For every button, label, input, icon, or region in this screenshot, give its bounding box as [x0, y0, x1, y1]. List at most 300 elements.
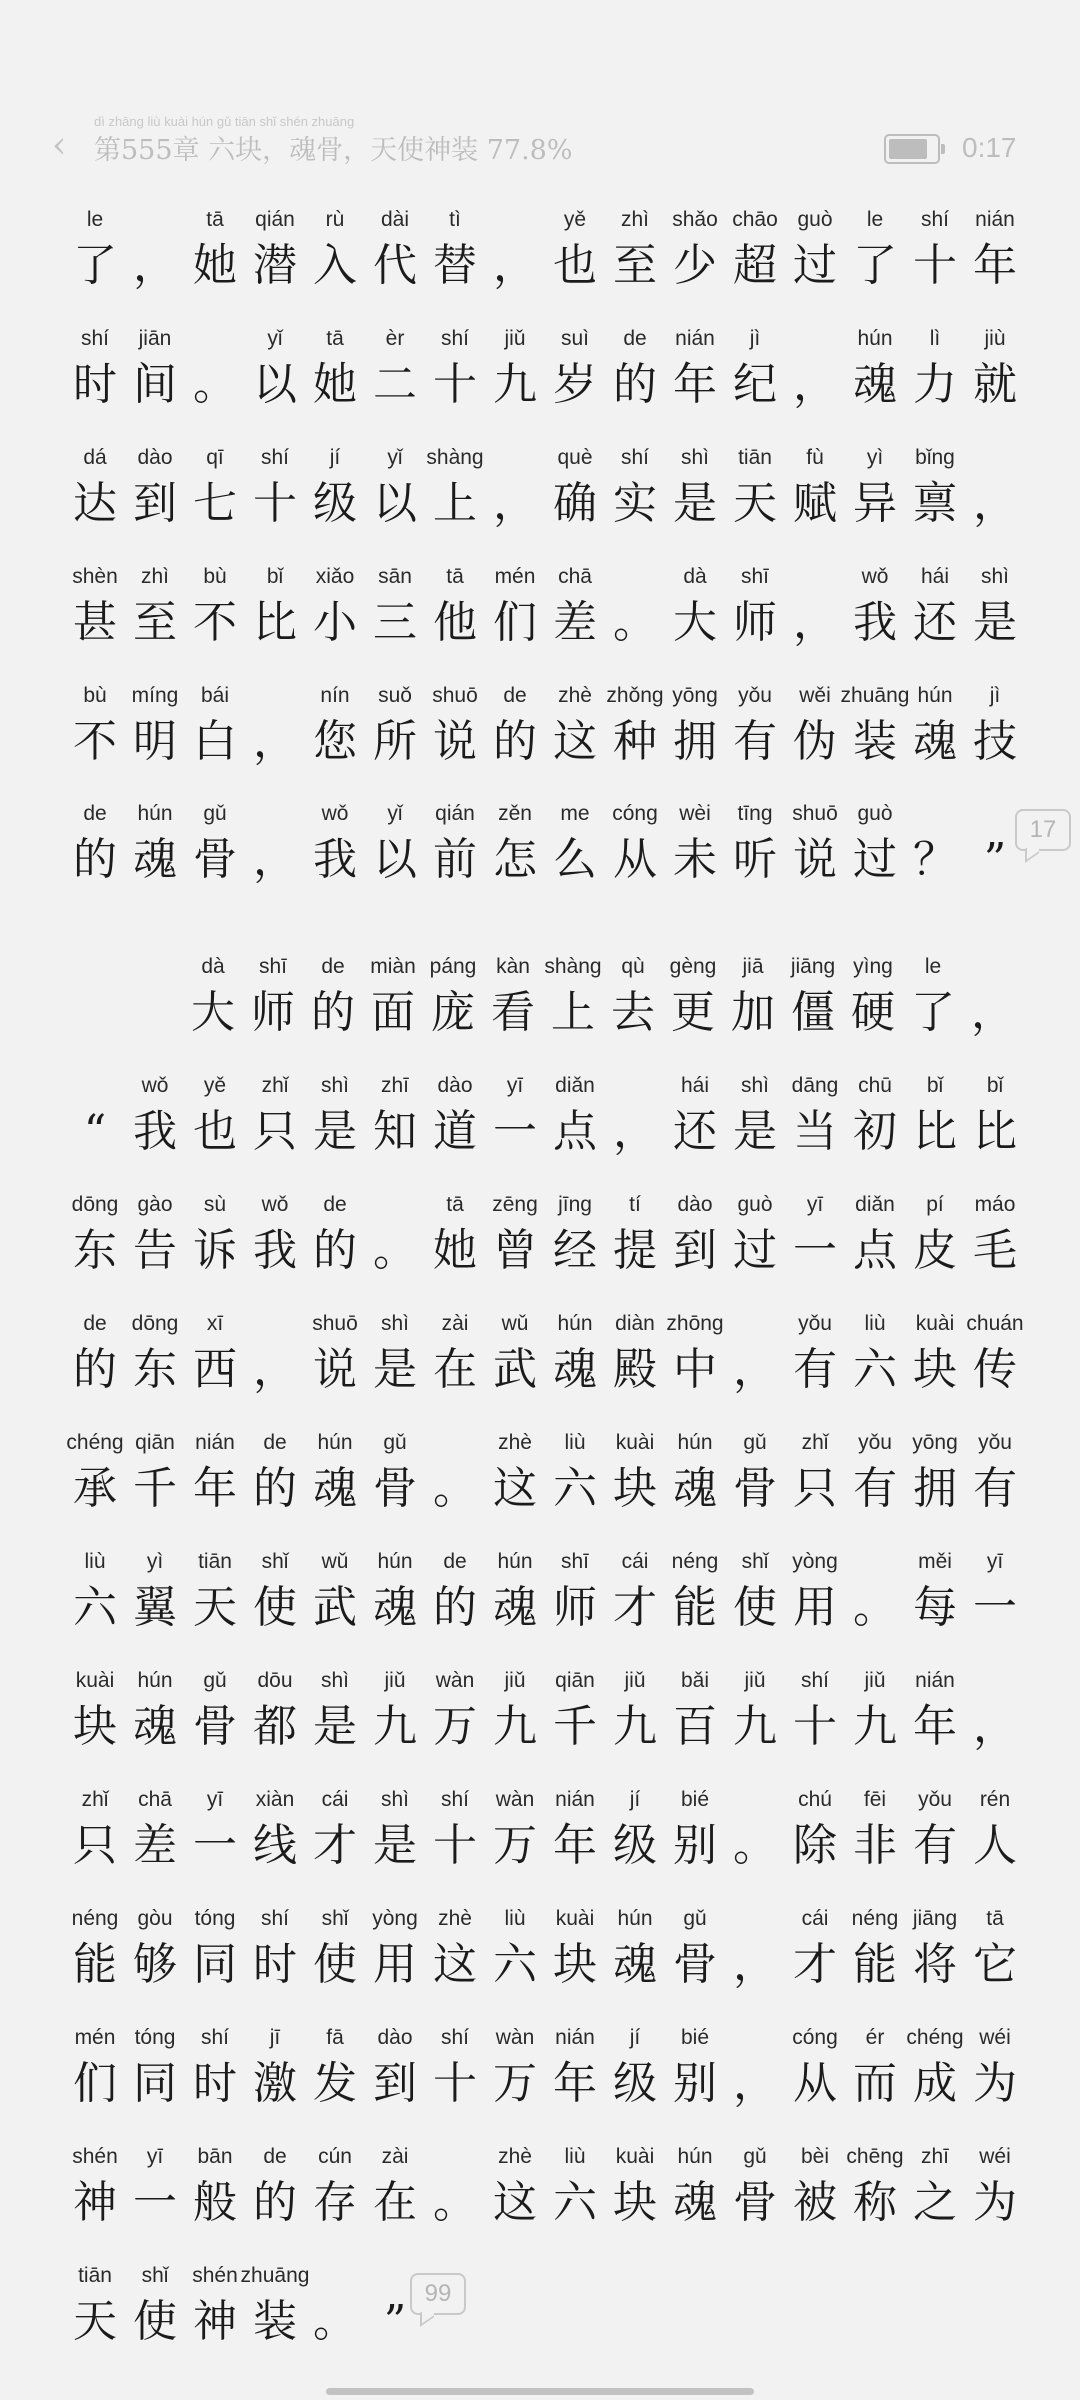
pinyin: jīng	[558, 1193, 592, 1216]
pinyin: hái	[680, 1074, 710, 1097]
hanzi: 九	[493, 1701, 537, 1752]
hanzi: 魂	[613, 1939, 657, 1990]
pinyin: rù	[325, 208, 345, 231]
hanzi: 都	[253, 1701, 297, 1752]
hanzi: 说	[793, 834, 837, 885]
hanzi: 用	[793, 1582, 837, 1633]
hanzi: 天	[733, 478, 777, 529]
hanzi: 诉	[193, 1225, 237, 1276]
hanzi: 有	[913, 1820, 957, 1871]
pinyin: de	[443, 1550, 467, 1573]
hanzi: 年	[913, 1701, 957, 1752]
pinyin: qiān	[555, 1669, 595, 1692]
pinyin: yì	[866, 446, 884, 469]
ruby-character	[306, 1193, 364, 1303]
hanzi: 这	[433, 1939, 477, 1990]
hanzi: 了	[853, 240, 897, 291]
pinyin: yī	[806, 1193, 824, 1216]
hanzi: 魂	[673, 2177, 717, 2228]
ruby-character	[786, 1550, 844, 1660]
hanzi: 只	[253, 1106, 297, 1157]
pinyin: wǔ	[501, 1312, 529, 1335]
hanzi: 成	[913, 2058, 957, 2109]
hanzi: 六	[73, 1582, 117, 1633]
pinyin: bié	[680, 2026, 710, 2049]
hanzi: 说	[433, 716, 477, 767]
hanzi: 十	[793, 1701, 837, 1752]
hanzi: 至	[133, 597, 177, 648]
pinyin: wǒ	[321, 802, 349, 825]
hanzi: 以	[253, 359, 297, 410]
pinyin: shuō	[432, 684, 478, 707]
pinyin: xiǎo	[315, 565, 355, 588]
hanzi: 魂	[373, 1582, 417, 1633]
pinyin: de	[623, 327, 647, 350]
text-line	[66, 327, 1016, 437]
pinyin: shī	[258, 955, 287, 978]
hanzi: 时	[73, 359, 117, 410]
hanzi: 而	[853, 2058, 897, 2109]
hanzi: 。	[193, 359, 237, 410]
pinyin: liù	[564, 1431, 586, 1454]
pinyin: cún	[318, 2145, 352, 2168]
text-line	[66, 1907, 1016, 2017]
hanzi: 块	[73, 1701, 117, 1752]
pinyin: cóng	[792, 2026, 838, 2049]
hanzi: 师	[733, 597, 777, 648]
punctuation	[966, 1669, 1024, 1779]
hanzi: ，	[493, 240, 537, 291]
hanzi: 潜	[253, 240, 297, 291]
pinyin: shén	[72, 2145, 118, 2168]
ruby-character	[366, 2145, 424, 2255]
pinyin: jiān	[138, 327, 172, 350]
pinyin: shì	[680, 446, 709, 469]
pinyin: dà	[201, 955, 225, 978]
hanzi: 有	[733, 716, 777, 767]
hanzi: 每	[913, 1582, 957, 1633]
hanzi: 。	[433, 2177, 477, 2228]
hanzi: 东	[133, 1344, 177, 1395]
pinyin: kuài	[615, 2145, 655, 2168]
pinyin: yìng	[853, 955, 893, 978]
hanzi: 伪	[793, 716, 837, 767]
pinyin: fā	[326, 2026, 344, 2049]
pinyin: mén	[74, 2026, 116, 2049]
hanzi: 到	[373, 2058, 417, 2109]
hanzi: 魂	[553, 1344, 597, 1395]
hanzi: 块	[913, 1344, 957, 1395]
pinyin: hún	[377, 1550, 413, 1573]
pinyin: gèng	[669, 955, 717, 978]
pinyin: jī	[269, 2026, 281, 2049]
hanzi: 比	[973, 1106, 1017, 1157]
hanzi: 看	[491, 987, 535, 1038]
hanzi: 至	[613, 240, 657, 291]
hanzi: 十	[253, 478, 297, 529]
hanzi: 曾	[493, 1225, 537, 1276]
hanzi: 。	[373, 1225, 417, 1276]
back-chevron-icon[interactable]: ‹	[52, 125, 67, 166]
hanzi: 拥	[673, 716, 717, 767]
pinyin: yòng	[792, 1550, 838, 1573]
hanzi: 在	[373, 2177, 417, 2228]
hanzi: 魂	[313, 1463, 357, 1514]
hanzi: 六	[553, 1463, 597, 1514]
pinyin: jiǔ	[384, 1669, 406, 1692]
hanzi: 所	[373, 716, 417, 767]
hanzi: 也	[553, 240, 597, 291]
pinyin: cái	[621, 1550, 649, 1573]
pinyin: nián	[975, 208, 1015, 231]
pinyin: yǒu	[858, 1431, 892, 1454]
pinyin: gǔ	[203, 1669, 227, 1692]
ruby-character	[966, 565, 1024, 675]
hanzi: 能	[673, 1582, 717, 1633]
pinyin: liù	[564, 2145, 586, 2168]
pinyin: qù	[621, 955, 645, 978]
hanzi: 去	[611, 987, 655, 1038]
ruby-character	[966, 1193, 1024, 1303]
pinyin: zēng	[492, 1193, 538, 1216]
hanzi: 师	[553, 1582, 597, 1633]
pinyin: chéng	[906, 2026, 964, 2049]
pinyin: dào	[677, 1193, 713, 1216]
hanzi: 达	[73, 478, 117, 529]
hanzi: 是	[733, 1106, 777, 1157]
hanzi: 僵	[791, 987, 835, 1038]
pinyin: shí	[920, 208, 949, 231]
pinyin: zài	[441, 1312, 469, 1335]
pinyin: tì	[449, 208, 461, 231]
ruby-character	[904, 955, 962, 1065]
pinyin: hún	[557, 1312, 593, 1335]
pinyin: zài	[381, 2145, 409, 2168]
hanzi: ，	[733, 1939, 777, 1990]
pinyin: zhōng	[666, 1312, 724, 1335]
hanzi: 武	[493, 1344, 537, 1395]
hanzi: ，	[793, 597, 837, 648]
paragraph-comment-badge[interactable]: 99	[410, 2273, 466, 2315]
pinyin: chāo	[732, 208, 778, 231]
hanzi: 的	[73, 1344, 117, 1395]
pinyin: zhì	[620, 208, 649, 231]
pinyin: shǐ	[321, 1907, 349, 1930]
pinyin: dào	[377, 2026, 413, 2049]
text-line	[66, 684, 1016, 794]
hanzi: 更	[671, 987, 715, 1038]
hanzi: 魂	[673, 1463, 717, 1514]
hanzi: 差	[553, 597, 597, 648]
pinyin: shí	[440, 327, 469, 350]
hanzi: 是	[973, 597, 1017, 648]
pinyin: hún	[917, 684, 953, 707]
pinyin: fēi	[863, 1788, 887, 1811]
hanzi: 从	[793, 2058, 837, 2109]
hanzi: 块	[613, 2177, 657, 2228]
reading-progress: 77.8%	[486, 135, 573, 166]
hanzi: ，	[973, 478, 1017, 529]
pinyin: yǐ	[267, 327, 283, 350]
pinyin: de	[263, 1431, 287, 1454]
pinyin: dào	[137, 446, 173, 469]
hanzi: 知	[373, 1106, 417, 1157]
hanzi: 当	[793, 1106, 837, 1157]
pinyin: shén	[192, 2264, 238, 2287]
hanzi: 岁	[553, 359, 597, 410]
hanzi: 技	[973, 716, 1017, 767]
text-line	[66, 208, 1016, 318]
pinyin: chēng	[846, 2145, 904, 2168]
pinyin: máo	[974, 1193, 1016, 1216]
hanzi: 替	[433, 240, 477, 291]
pinyin: wàn	[495, 1788, 535, 1811]
hanzi: 代	[373, 240, 417, 291]
hanzi: 到	[133, 478, 177, 529]
hanzi: 激	[253, 2058, 297, 2109]
hanzi: 为	[973, 2177, 1017, 2228]
hanzi: 二	[373, 359, 417, 410]
hanzi: 骨	[193, 834, 237, 885]
pinyin: nián	[555, 1788, 595, 1811]
pinyin: kuài	[555, 1907, 595, 1930]
pinyin: qián	[435, 802, 475, 825]
hanzi: 初	[853, 1106, 897, 1157]
pinyin: jì	[749, 327, 761, 350]
ruby-character	[186, 802, 244, 912]
hanzi: 能	[73, 1939, 117, 1990]
hanzi: ？	[913, 834, 957, 885]
hanzi: 六	[553, 2177, 597, 2228]
hanzi: 间	[133, 359, 177, 410]
pinyin: jì	[989, 684, 1001, 707]
ruby-character	[546, 1074, 604, 1184]
pinyin: jiǔ	[504, 1669, 526, 1692]
pinyin: liù	[504, 1907, 526, 1930]
pinyin: nín	[320, 684, 350, 707]
ruby-character	[126, 327, 184, 437]
ruby-character	[966, 2026, 1024, 2136]
pinyin: míng	[131, 684, 179, 707]
hanzi: 块	[613, 1463, 657, 1514]
hanzi: 道	[433, 1106, 477, 1157]
hanzi: 们	[493, 597, 537, 648]
hanzi: 九	[853, 1701, 897, 1752]
pinyin: jiāng	[912, 1907, 958, 1930]
pinyin: wéi	[979, 2145, 1011, 2168]
paragraph-comment-badge[interactable]: 17	[1015, 809, 1071, 851]
hanzi: 魂	[493, 1582, 537, 1633]
pinyin: yī	[986, 1550, 1004, 1573]
hanzi: 是	[373, 1344, 417, 1395]
pinyin: sān	[378, 565, 412, 588]
pinyin: le	[86, 208, 104, 231]
hanzi: 够	[133, 1939, 177, 1990]
hanzi: 硬	[851, 987, 895, 1038]
hanzi: 师	[251, 987, 295, 1038]
hanzi: 禀	[913, 478, 957, 529]
hanzi: 天	[193, 1582, 237, 1633]
ruby-character	[240, 2264, 310, 2374]
pinyin: yě	[563, 208, 587, 231]
ruby-character	[846, 802, 904, 912]
pinyin: yě	[203, 1074, 227, 1097]
hanzi: 她	[313, 359, 357, 410]
pinyin: yǒu	[978, 1431, 1012, 1454]
pinyin: shì	[380, 1788, 409, 1811]
clock: 0:17	[962, 132, 1017, 163]
pinyin: dōng	[131, 1312, 179, 1335]
hanzi: 种	[613, 716, 657, 767]
pinyin: bù	[83, 684, 107, 707]
hanzi: 中	[673, 1344, 717, 1395]
pinyin: shì	[320, 1669, 349, 1692]
hanzi: 千	[553, 1701, 597, 1752]
text-line	[66, 1312, 1024, 1422]
hanzi: 么	[553, 834, 597, 885]
hanzi: 别	[673, 1820, 717, 1871]
hanzi: 别	[673, 2058, 717, 2109]
hanzi: 纪	[733, 359, 777, 410]
hanzi: ，	[253, 834, 297, 885]
hanzi: 这	[553, 716, 597, 767]
hanzi: 的	[433, 1582, 477, 1633]
pinyin: shuō	[792, 802, 838, 825]
ruby-character	[546, 565, 604, 675]
hanzi: 使	[313, 1939, 357, 1990]
ruby-character	[966, 208, 1024, 318]
pinyin: shì	[740, 1074, 769, 1097]
home-indicator[interactable]	[326, 2388, 754, 2395]
hanzi: 皮	[913, 1225, 957, 1276]
hanzi: 我	[313, 834, 357, 885]
hanzi: 是	[373, 1820, 417, 1871]
hanzi: 承	[73, 1463, 117, 1514]
hanzi: 万	[493, 2058, 537, 2109]
pinyin: shí	[620, 446, 649, 469]
pinyin: yǐ	[387, 802, 403, 825]
ruby-character	[966, 1907, 1024, 2017]
hanzi: 只	[73, 1820, 117, 1871]
pinyin: tí	[629, 1193, 641, 1216]
pinyin: bǐng	[915, 446, 955, 469]
pinyin: lì	[929, 327, 941, 350]
hanzi: 块	[553, 1939, 597, 1990]
pinyin: yī	[206, 1788, 224, 1811]
hanzi: 三	[373, 597, 417, 648]
pinyin: zhuāng	[240, 2264, 310, 2287]
pinyin: me	[560, 802, 590, 825]
pinyin: tiān	[738, 446, 772, 469]
pinyin: gǔ	[683, 1907, 707, 1930]
pinyin: zhuāng	[840, 684, 910, 707]
ruby-character	[966, 1550, 1024, 1660]
pinyin: shuō	[312, 1312, 358, 1335]
hanzi: 以	[373, 834, 417, 885]
hanzi: 骨	[673, 1939, 717, 1990]
hanzi: 从	[613, 834, 657, 885]
hanzi: 年	[973, 240, 1017, 291]
hanzi: 同	[133, 2058, 177, 2109]
hanzi: 般	[193, 2177, 237, 2228]
pinyin: shí	[800, 1669, 829, 1692]
pinyin: miàn	[370, 955, 416, 978]
pinyin: gǔ	[383, 1431, 407, 1454]
pinyin: zhǒng	[606, 684, 664, 707]
pinyin: tīng	[737, 802, 773, 825]
ruby-character	[666, 2026, 724, 2136]
hanzi: 同	[193, 1939, 237, 1990]
pinyin: ér	[865, 2026, 885, 2049]
hanzi: ”	[383, 2296, 407, 2347]
pinyin: chuán	[966, 1312, 1024, 1335]
hanzi: 。	[313, 2296, 357, 2347]
pinyin: suǒ	[378, 684, 412, 707]
hanzi: 大	[673, 597, 717, 648]
hanzi: 她	[433, 1225, 477, 1276]
hanzi: 时	[193, 2058, 237, 2109]
hanzi: ，	[733, 1344, 777, 1395]
hanzi: 九	[373, 1701, 417, 1752]
pinyin: hún	[497, 1550, 533, 1573]
hanzi: 它	[973, 1939, 1017, 1990]
hanzi: 我	[253, 1225, 297, 1276]
pinyin: bǐ	[926, 1074, 944, 1097]
hanzi: ，	[253, 716, 297, 767]
hanzi: 装	[253, 2296, 297, 2347]
ruby-character	[966, 1788, 1024, 1898]
hanzi: 我	[133, 1106, 177, 1157]
hanzi: 一	[493, 1106, 537, 1157]
pinyin: hái	[920, 565, 950, 588]
hanzi: 实	[613, 478, 657, 529]
pinyin: hún	[137, 1669, 173, 1692]
pinyin: kuài	[75, 1669, 115, 1692]
hanzi: 级	[613, 1820, 657, 1871]
pinyin: tiān	[198, 1550, 232, 1573]
hanzi: 殿	[613, 1344, 657, 1395]
pinyin: gòu	[137, 1907, 173, 1930]
pinyin: nián	[555, 2026, 595, 2049]
pinyin: dài	[380, 208, 410, 231]
hanzi: 过	[853, 834, 897, 885]
pinyin: guò	[737, 1193, 773, 1216]
hanzi: ，	[493, 478, 537, 529]
ruby-character	[966, 327, 1024, 437]
pinyin: de	[503, 684, 527, 707]
hanzi: 的	[311, 987, 355, 1038]
hanzi: 魂	[133, 834, 177, 885]
hanzi: 是	[313, 1106, 357, 1157]
text-line	[66, 1193, 1016, 1303]
pinyin: shí	[80, 327, 109, 350]
pinyin: yī	[146, 2145, 164, 2168]
hanzi: 有	[973, 1463, 1017, 1514]
pinyin: páng	[429, 955, 477, 978]
pinyin: yī	[506, 1074, 524, 1097]
hanzi: 说	[313, 1344, 357, 1395]
hanzi: 少	[673, 240, 717, 291]
hanzi: ，	[971, 987, 1015, 1038]
hanzi: 西	[193, 1344, 237, 1395]
pinyin: wèi	[679, 802, 711, 825]
hanzi: ，	[733, 2058, 777, 2109]
pinyin: sù	[203, 1193, 227, 1216]
hanzi: 东	[73, 1225, 117, 1276]
text-line	[66, 2026, 1016, 2136]
hanzi: 了	[73, 240, 117, 291]
pinyin: néng	[671, 1550, 719, 1573]
